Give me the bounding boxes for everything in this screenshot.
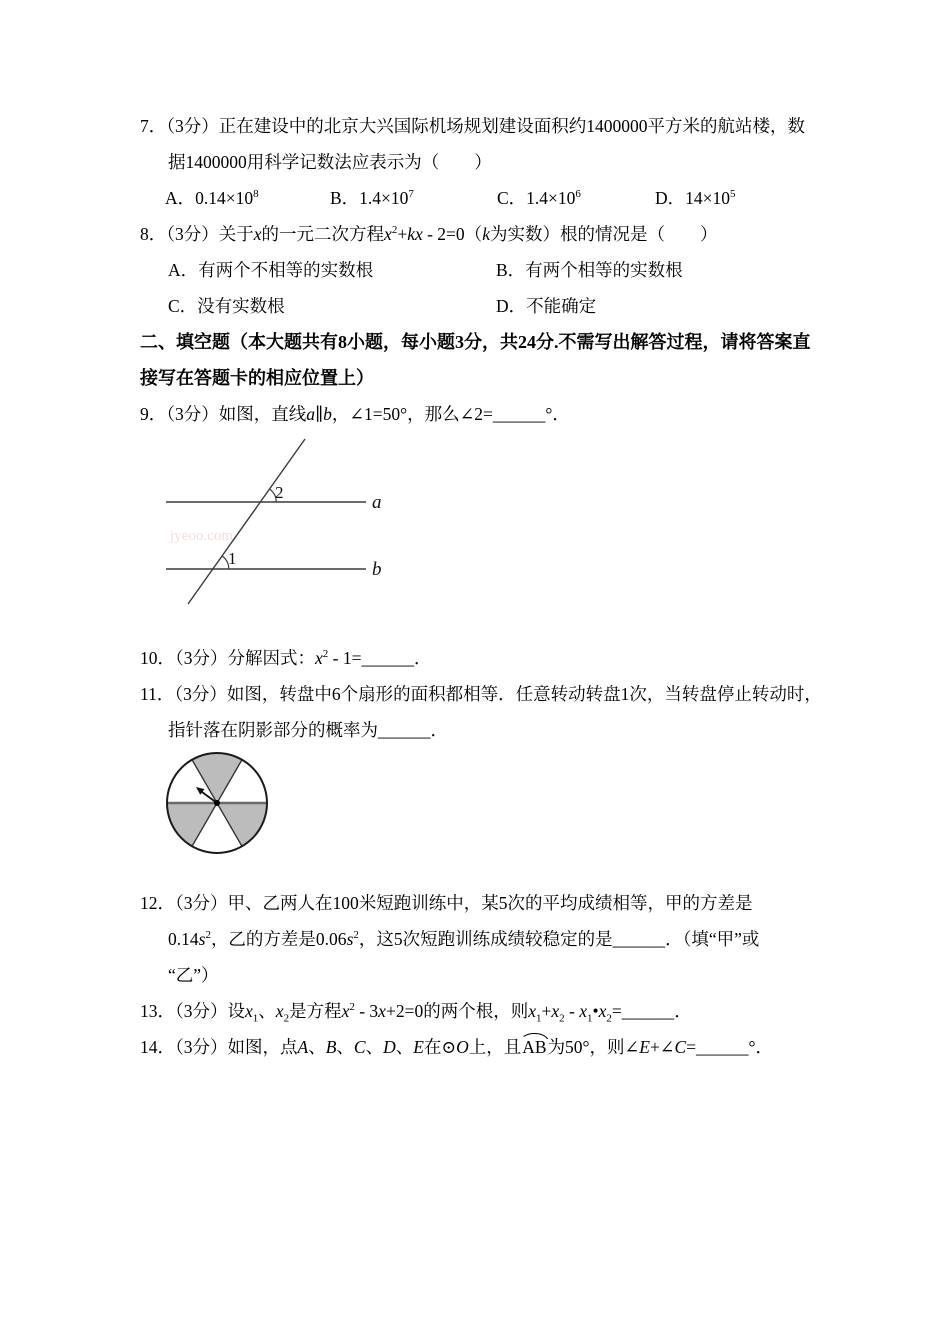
question-11-line-2: 指针落在阴影部分的概率为______． [168, 720, 448, 740]
angle-2-label: 2 [275, 483, 284, 502]
spinner-drawing [164, 750, 274, 860]
question-8-line-1: 8．（3分）关于x的一元二次方程$x^2+kx - 2=0(k$为实数）根的情况是（ ） [140, 224, 718, 244]
question-7-options-item-1: B．$1.4\times 10^7$ [330, 188, 414, 208]
question-7-options-item-3: D．$14\times 10^5$ [655, 188, 736, 208]
transversal-line [188, 439, 305, 604]
question-7-options-item-2: C．$1.4\times 10^6$ [497, 188, 581, 208]
question-7-line-1: 7．（3分）正在建设中的北京大兴国际机场规划建设面积约1400000平方米的航站楼，数 [140, 116, 805, 136]
shaded-sector-bottom-right [217, 803, 267, 846]
shaded-sector-bottom-left [167, 803, 217, 846]
shaded-sector-top [192, 753, 242, 803]
angle-1-label: 1 [228, 549, 237, 568]
question-7-line-2: 据1400000用科学记数法应表示为（ ） [168, 152, 492, 172]
line-b-label: b [372, 559, 382, 580]
question-8-options-ab-item-0: A．有两个不相等的实数根 [168, 260, 374, 280]
question-12-line-1: 12．（3分）甲、乙两人在100米短跑训练中，某5次的平均成绩相等，甲的方差是 [140, 893, 753, 913]
spinner-center-dot [214, 800, 220, 806]
spinner-figure [140, 748, 840, 885]
parallel-lines-figure [140, 432, 840, 640]
question-9: 9．（3分）如图，直线a∥b，∠1=50°，那么∠2=______°． [140, 404, 570, 424]
watermark-text: jyeoo.com [170, 528, 233, 544]
question-7-options [140, 180, 840, 216]
line-a-label: a [372, 492, 382, 513]
parallel-lines-drawing [148, 436, 428, 628]
question-8-options-ab-item-1: B．有两个相等的实数根 [496, 260, 683, 280]
question-8-options-cd-item-0: C．没有实数根 [168, 296, 285, 316]
question-10: 10．（3分）分解因式：$x^2$ - 1=______． [140, 648, 432, 668]
question-14: 14．（3分）如图，点A、B、C、D、E在⊙O上，且AB为50°，则∠E+∠C=______°． [140, 1037, 774, 1057]
text-content [140, 108, 840, 1065]
question-8-options-cd-item-1: D．不能确定 [496, 296, 597, 316]
question-12-line-3: “乙”） [168, 965, 219, 985]
question-7-options-item-0: A．$0.14\times 10^8$ [165, 188, 259, 208]
question-8-options-ab [140, 252, 840, 288]
question-13: 13．（3分）设$x_1$、$x_2$是方程$x^2 - 3x+2=0$的两个根，则$x_1+x_2$ - $x_1•x_2=\_\_\_\_\_\_$． [140, 1001, 692, 1025]
question-8-options-cd [140, 288, 840, 324]
section-2-header-line-1: 二、填空题（本大题共有8小题，每小题3分，共24分.不需写出解答过程，请将答案直 [140, 332, 811, 352]
section-2-header-line-2: 接写在答题卡的相应位置上） [140, 368, 374, 388]
question-11-line-1: 11．（3分）如图，转盘中6个扇形的面积都相等．任意转动转盘1次，当转盘停止转动时， [140, 684, 822, 704]
question-12-line-2: $0.14s^2$，乙的方差是$0.06s^2$，这5次短跑训练成绩较稳定的是______．（填“甲”或 [168, 929, 760, 949]
